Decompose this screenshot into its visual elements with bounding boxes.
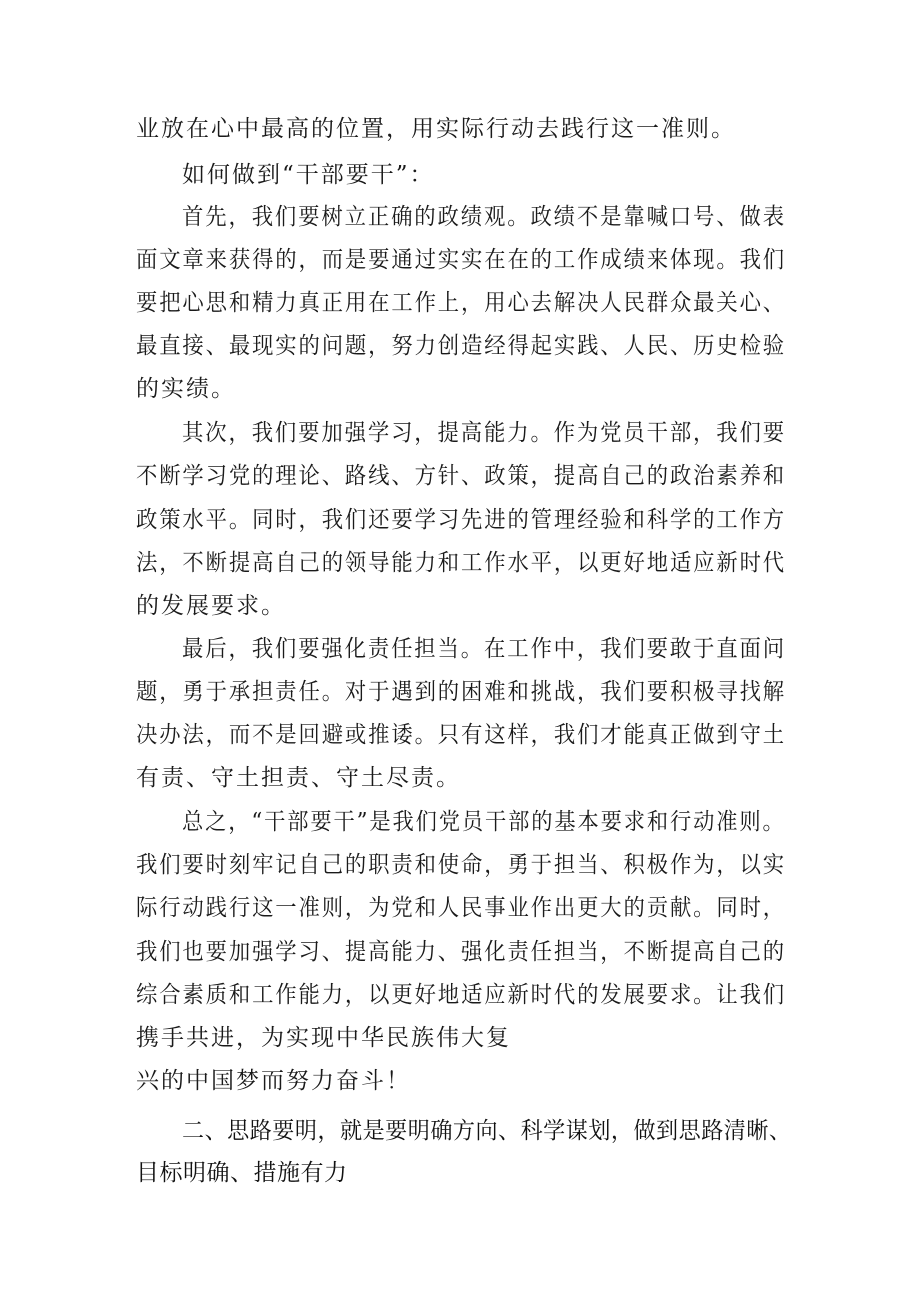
paragraph-line: 要把心思和精力真正用在工作上，用心去解决人民群众最关心、 (136, 290, 787, 316)
paragraph-line: 综合素质和工作能力，以更好地适应新时代的发展要求。让我们 (136, 982, 787, 1008)
paragraph-line: 最后，我们要强化责任担当。在工作中，我们要敢于直面问 (182, 636, 786, 662)
paragraph-line: 面文章来获得的，而是要通过实实在在的工作成绩来体现。我们 (136, 247, 787, 273)
paragraph-line: 的发展要求。 (136, 593, 286, 619)
paragraph-line: 决办法，而不是回避或推诿。只有这样，我们才能真正做到守土 (136, 722, 787, 748)
paragraph-line: 业放在心中最高的位置，用实际行动去践行这一准则。 (136, 116, 736, 142)
paragraph-line: 如何做到“干部要干”： (182, 162, 435, 188)
paragraph-line: 首先，我们要树立正确的政绩观。政绩不是靠喊口号、做表 (182, 204, 786, 230)
paragraph-line: 法，不断提高自己的领导能力和工作水平，以更好地适应新时代 (136, 550, 787, 576)
paragraph-line: 总之，“干部要干”是我们党员干部的基本要求和行动准则。 (182, 809, 786, 835)
paragraph-line: 的实绩。 (136, 376, 236, 402)
paragraph-line: 不断学习党的理论、路线、方针、政策，提高自己的政治素养和 (136, 463, 787, 489)
paragraph-line: 际行动践行这一准则，为党和人民事业作出更大的贡献。同时， (136, 895, 787, 921)
paragraph-line: 其次，我们要加强学习，提高能力。作为党员干部，我们要 (182, 420, 786, 446)
paragraph-line: 兴的中国梦而努力奋斗！ (136, 1068, 411, 1094)
paragraph-line: 携手共进，为实现中华民族伟大复 (136, 1025, 511, 1051)
paragraph-line: 政策水平。同时，我们还要学习先进的管理经验和科学的工作方 (136, 507, 787, 533)
section-heading-line: 目标明确、措施有力 (136, 1160, 348, 1186)
paragraph-line: 有责、守土担责、守土尽责。 (136, 765, 461, 791)
paragraph-line: 最直接、最现实的问题，努力创造经得起实践、人民、历史检验 (136, 333, 787, 359)
paragraph-line: 题，勇于承担责任。对于遇到的困难和挑战，我们要积极寻找解 (136, 679, 787, 705)
paragraph-line: 我们也要加强学习、提高能力、强化责任担当，不断提高自己的 (136, 939, 787, 965)
section-heading-line: 二、思路要明，就是要明确方向、科学谋划，做到思路清晰、 (182, 1118, 792, 1144)
paragraph-line: 我们要时刻牢记自己的职责和使命，勇于担当、积极作为，以实 (136, 852, 787, 878)
